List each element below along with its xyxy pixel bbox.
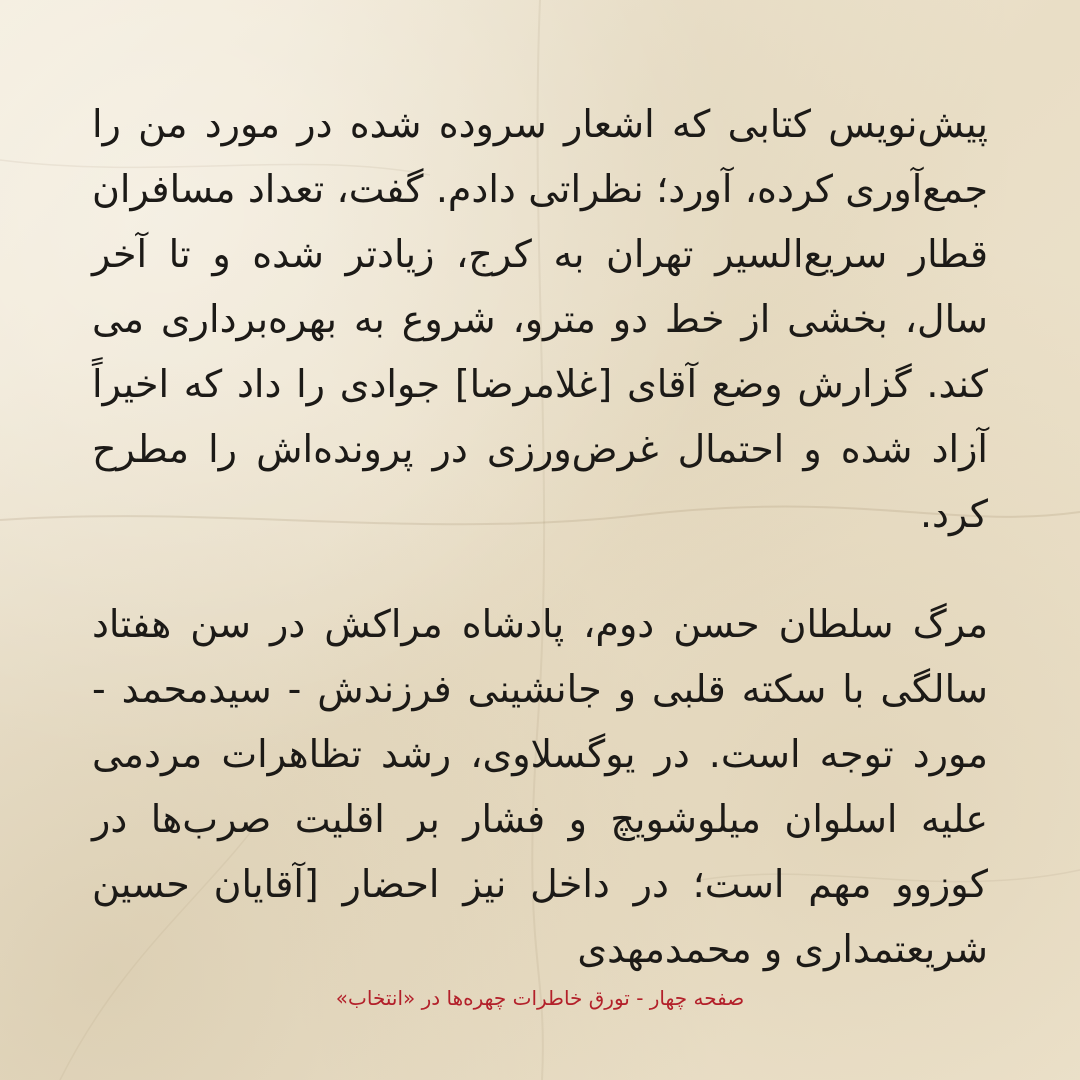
paragraph-1: پیش‌نویس کتابی که اشعار سروده شده در مورد من را جمع‌آوری کرده، آورد؛ نظراتی دادم. گفت، تعداد مسافران قطار سریع‌السیر تهران به کرج، زیادتر شده و تا آخر سال، بخشی از خط دو مترو، شروع به بهره‌برداری می کند. گزارش وضع آقای [غلامرضا] جوادی را داد که اخیراً آزاد شده و احتمال غرض‌ورزی در پرونده‌اش را مطرح کرد.	[92, 102, 988, 536]
page-footer: صفحه چهار - تورق خاطرات چهره‌ها در «انتخاب»	[335, 986, 745, 1010]
paragraph-2: مرگ سلطان حسن دوم، پادشاه مراکش در سن هفتاد سالگی با سکته قلبی و جانشینی فرزندش - سیدمحمد - مورد توجه است. در یوگسلاوی، رشد تظاهرات مردمی علیه اسلوان میلوشویچ و فشار بر اقلیت صرب‌ها در کوزوو مهم است؛ در داخل نیز احضار [آقایان حسین شریعتمداری و محمدمهدی	[92, 602, 988, 971]
